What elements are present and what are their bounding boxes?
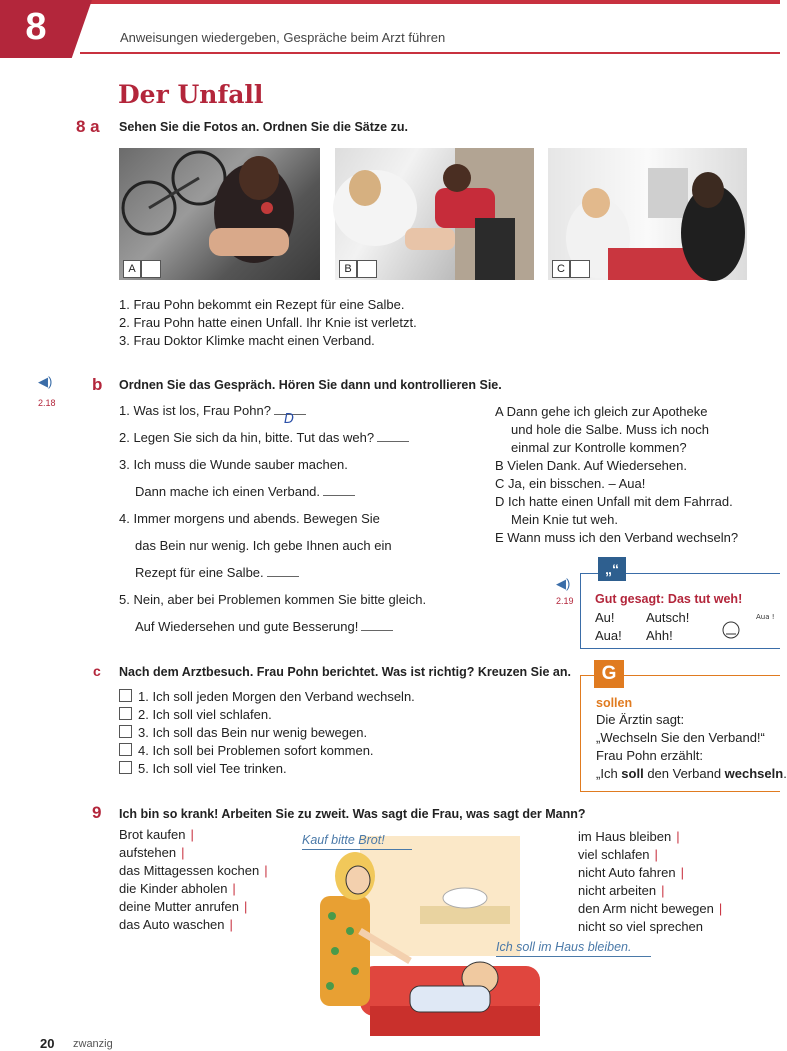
check-item-4: 4. Ich soll bei Problemen sofort kommen. xyxy=(119,742,415,760)
grammar-tab: G xyxy=(594,660,624,688)
checkbox-5[interactable] xyxy=(119,761,132,774)
exercise-9-right-list xyxy=(578,828,722,936)
answer-box-c[interactable] xyxy=(570,260,590,278)
right-item-3: nicht Auto fahren | xyxy=(578,865,684,880)
checkbox-2[interactable] xyxy=(119,707,132,720)
page-word: zwanzig xyxy=(73,1038,113,1050)
right-item-5: den Arm nicht bewegen | xyxy=(578,901,723,916)
dialogue-line-5b: Auf Wiedersehen und gute Besserung! xyxy=(119,618,479,645)
header-top-bar xyxy=(0,0,780,4)
dialogue-line-4b: das Bein nur wenig. Ich gebe Ihnen auch ein xyxy=(135,538,392,553)
track-number: 2.18 xyxy=(38,398,56,408)
check-item-2: 2. Ich soll viel schlafen. xyxy=(119,706,415,724)
check-item-5: 5. Ich soll viel Tee trinken. xyxy=(119,760,415,778)
right-item-4: nicht arbeiten | xyxy=(578,883,665,898)
audio-icon[interactable]: ◀) xyxy=(38,374,53,389)
checkbox-1[interactable] xyxy=(119,689,132,702)
answer-blank-3[interactable] xyxy=(323,495,355,496)
pain-face-icon xyxy=(716,610,776,644)
chapter-number: 8 xyxy=(25,6,47,48)
right-item-2: viel schlafen | xyxy=(578,847,658,862)
grammar-line-3: Frau Pohn erzählt: xyxy=(596,748,703,763)
answer-blank-4[interactable] xyxy=(267,576,299,577)
exercise-9-number: 9 xyxy=(92,803,102,822)
track-number-2: 2.19 xyxy=(556,596,574,606)
sentence-1: 1. Frau Pohn bekommt ein Rezept für eine Salbe. xyxy=(119,297,405,312)
answer-blank-1[interactable]: D xyxy=(274,414,306,415)
exercise-8c-letter: c xyxy=(93,663,101,679)
speech-bubble-man: Ich soll im Haus bleiben. xyxy=(496,940,651,957)
check-item-1: 1. Ich soll jeden Morgen den Verband wechseln. xyxy=(119,688,415,706)
dialogue-line-1: 1. Was ist los, Frau Pohn? D xyxy=(119,402,479,429)
reply-d: D Ich hatte einen Unfall mit dem Fahrrad. xyxy=(495,494,733,509)
gut-gesagt-row-2: Aua! Ahh! xyxy=(595,628,673,643)
dialogue-line-3: 3. Ich muss die Wunde sauber machen. xyxy=(119,457,348,472)
left-item-1: Brot kaufen | xyxy=(119,827,194,842)
left-item-6: das Auto waschen | xyxy=(119,917,233,932)
page-number: 20 xyxy=(40,1036,55,1051)
speech-bubble-woman: Kauf bitte Brot! xyxy=(302,833,412,850)
answer-blank-2[interactable] xyxy=(377,441,409,442)
exercise-8c-checklist xyxy=(119,688,415,778)
check-item-3: 3. Ich soll das Bein nur wenig bewegen. xyxy=(119,724,415,742)
checkbox-4[interactable] xyxy=(119,743,132,756)
photo-doctor-bandage xyxy=(335,148,534,280)
left-item-3: das Mittagessen kochen | xyxy=(119,863,268,878)
exercise-8a-sentences xyxy=(119,296,417,350)
right-item-6: nicht so viel sprechen xyxy=(578,919,704,934)
exercise-8c-instruction: Nach dem Arztbesuch. Frau Pohn berichtet. Was ist richtig? Kreuzen Sie an. xyxy=(119,665,571,679)
answer-box-b[interactable] xyxy=(357,260,377,278)
reply-c: C Ja, ein bisschen. – Aua! xyxy=(495,476,646,491)
exercise-9-instruction: Ich bin so krank! Arbeiten Sie zu zweit. Was sagt die Frau, was sagt der Mann? xyxy=(119,807,586,821)
reply-a-line2: und hole die Salbe. Muss ich noch xyxy=(511,422,710,437)
dialogue-line-2: 2. Legen Sie sich da hin, bitte. Tut das weh? xyxy=(119,429,479,456)
dialogue-line-3b: Dann mache ich einen Verband. xyxy=(119,483,479,510)
dialogue-line-4c: Rezept für eine Salbe. xyxy=(119,564,479,591)
header-rule xyxy=(80,52,780,54)
exercise-8b-instruction: Ordnen Sie das Gespräch. Hören Sie dann und kontrollieren Sie. xyxy=(119,378,502,392)
reply-e: E Wann muss ich den Verband wechseln? xyxy=(495,530,739,545)
answer-box-a[interactable] xyxy=(141,260,161,278)
left-item-4: die Kinder abholen | xyxy=(119,881,236,896)
gut-gesagt-row-1: Au! Autsch! xyxy=(595,610,690,625)
sentence-2: 2. Frau Pohn hatte einen Unfall. Ihr Knie ist verletzt. xyxy=(119,315,417,330)
photo-accident xyxy=(119,148,320,280)
exercise-8b-letter: b xyxy=(92,375,103,394)
answer-blank-5[interactable] xyxy=(361,630,393,631)
exercise-8a-number: 8 a xyxy=(76,117,100,136)
photo-prescription xyxy=(548,148,747,280)
grammar-line-1: Die Ärztin sagt: xyxy=(596,712,685,727)
left-item-5: deine Mutter anrufen | xyxy=(119,899,248,914)
reply-b: B Vielen Dank. Auf Wiedersehen. xyxy=(495,458,687,473)
reply-a-line3: einmal zur Kontrolle kommen? xyxy=(511,440,687,455)
audio-icon-2[interactable]: ◀) xyxy=(556,576,571,591)
reply-d-line2: Mein Knie tut weh. xyxy=(511,512,618,527)
checkbox-3[interactable] xyxy=(119,725,132,738)
exercise-8a-instruction: Sehen Sie die Fotos an. Ordnen Sie die Sätze zu. xyxy=(119,120,408,134)
quote-tab-icon: „“ xyxy=(598,557,626,581)
dialogue-left-column xyxy=(119,402,479,645)
photo-label-b: B xyxy=(339,260,377,278)
photo-label-c: C xyxy=(552,260,590,278)
grammar-line-4: „Ich soll den Verband wechseln. xyxy=(596,766,787,781)
right-item-1: im Haus bleiben | xyxy=(578,829,680,844)
chapter-subtitle: Anweisungen wiedergeben, Gespräche beim Arzt führen xyxy=(120,30,446,45)
page-title: Der Unfall xyxy=(118,80,264,109)
sentence-3: 3. Frau Doktor Klimke macht einen Verband. xyxy=(119,333,375,348)
grammar-heading: sollen xyxy=(596,696,633,710)
grammar-content xyxy=(596,711,787,783)
gut-gesagt-title: Gut gesagt: Das tut weh! xyxy=(595,592,743,606)
left-item-2: aufstehen | xyxy=(119,845,185,860)
svg-text:Aua !: Aua ! xyxy=(756,613,775,621)
dialogue-right-column xyxy=(495,403,780,547)
dialogue-line-5: 5. Nein, aber bei Problemen kommen Sie bitte gleich. xyxy=(119,592,427,607)
dialogue-line-4: 4. Immer morgens und abends. Bewegen Sie xyxy=(119,511,380,526)
photo-label-a: A xyxy=(123,260,161,278)
grammar-line-2: „Wechseln Sie den Verband!“ xyxy=(596,730,765,745)
exercise-9-left-list xyxy=(119,826,268,934)
reply-a: A Dann gehe ich gleich zur Apotheke xyxy=(495,404,708,419)
